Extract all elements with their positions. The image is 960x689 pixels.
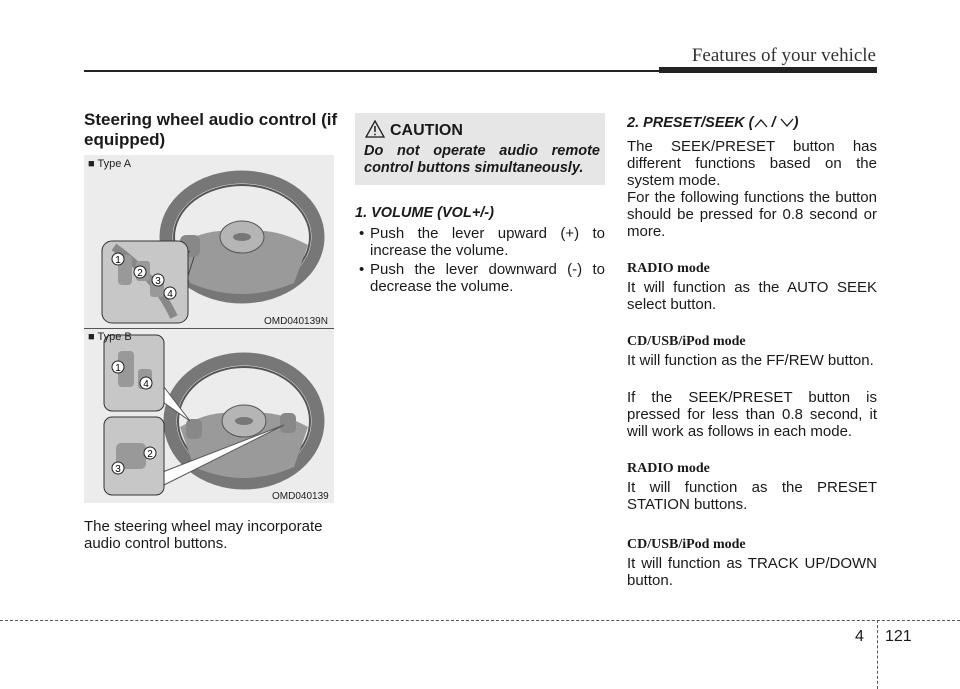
footer-separator [877, 620, 878, 689]
mode-heading: RADIO mode [627, 461, 710, 476]
bullet-item [355, 261, 605, 295]
footer-rule [0, 620, 960, 621]
callout-b-4: 4 [143, 379, 149, 390]
bullet-dot: • [359, 261, 365, 278]
volume-heading: 1. VOLUME (VOL+/-) [355, 205, 494, 221]
heading-separator: / [771, 115, 776, 131]
paragraph: It will function as the FF/REW button. [627, 352, 874, 369]
type-b-code: OMD040139 [272, 491, 329, 502]
figure-divider [84, 328, 334, 329]
bullet-text: Push the lever downward (-) to decrease the volume. [370, 261, 605, 295]
paragraph: It will function as the AUTO SEEK select button. [627, 279, 877, 313]
callout-b-3: 3 [115, 464, 121, 475]
callout-a-1: 1 [115, 255, 121, 266]
callout-a-3: 3 [155, 276, 161, 287]
callout-a-2: 2 [137, 268, 143, 279]
bullet-text: Push the lever upward (+) to increase the volume. [370, 225, 605, 259]
paragraph: For the following functions the button should be pressed for 0.8 second or more. [627, 189, 877, 240]
caution-title: CAUTION [390, 122, 463, 139]
paragraph: The SEEK/PRESET button has different functions based on the system mode. [627, 138, 877, 189]
bullet-dot: • [359, 225, 365, 242]
caution-body: Do not operate audio remote control buttons simultaneously. [364, 143, 600, 176]
warning-triangle-icon [365, 120, 385, 138]
type-a-label: ■ Type A [88, 158, 132, 170]
mode-heading: CD/USB/iPod mode [627, 334, 746, 349]
callout-a-4: 4 [167, 289, 173, 300]
running-header: Features of your vehicle [691, 45, 876, 66]
mode-heading: RADIO mode [627, 261, 710, 276]
page-number: 121 [885, 628, 912, 645]
steering-wheel-illustration [84, 155, 334, 503]
type-a-code: OMD040139N [264, 316, 328, 327]
heading-suffix: ) [793, 115, 799, 131]
button-inset-type-b-upper [104, 335, 164, 411]
paragraph: It will function as TRACK UP/DOWN button. [627, 555, 877, 589]
chapter-number: 4 [855, 628, 864, 645]
header-rule [84, 70, 659, 72]
section-title: Steering wheel audio control (if equipped) [84, 110, 338, 149]
callout-b-1: 1 [115, 363, 121, 374]
chevron-up-icon [754, 118, 768, 128]
heading-prefix: 2. PRESET/SEEK ( [627, 115, 754, 131]
intro-paragraph: The steering wheel may incorporate audio control buttons. [84, 518, 323, 552]
steering-wheel-figure [84, 155, 334, 503]
preset-seek-heading [627, 115, 877, 132]
mode-heading: CD/USB/iPod mode [627, 537, 746, 552]
type-b-label: ■ Type B [88, 331, 132, 343]
paragraph: If the SEEK/PRESET button is pressed for less than 0.8 second, it will work as follows in each mode. [627, 389, 877, 440]
paragraph: It will function as the PRESET STATION buttons. [627, 479, 877, 513]
header-rule-accent [659, 67, 877, 73]
bullet-item [355, 225, 605, 259]
callout-b-2: 2 [147, 449, 153, 460]
chevron-down-icon [780, 118, 794, 128]
